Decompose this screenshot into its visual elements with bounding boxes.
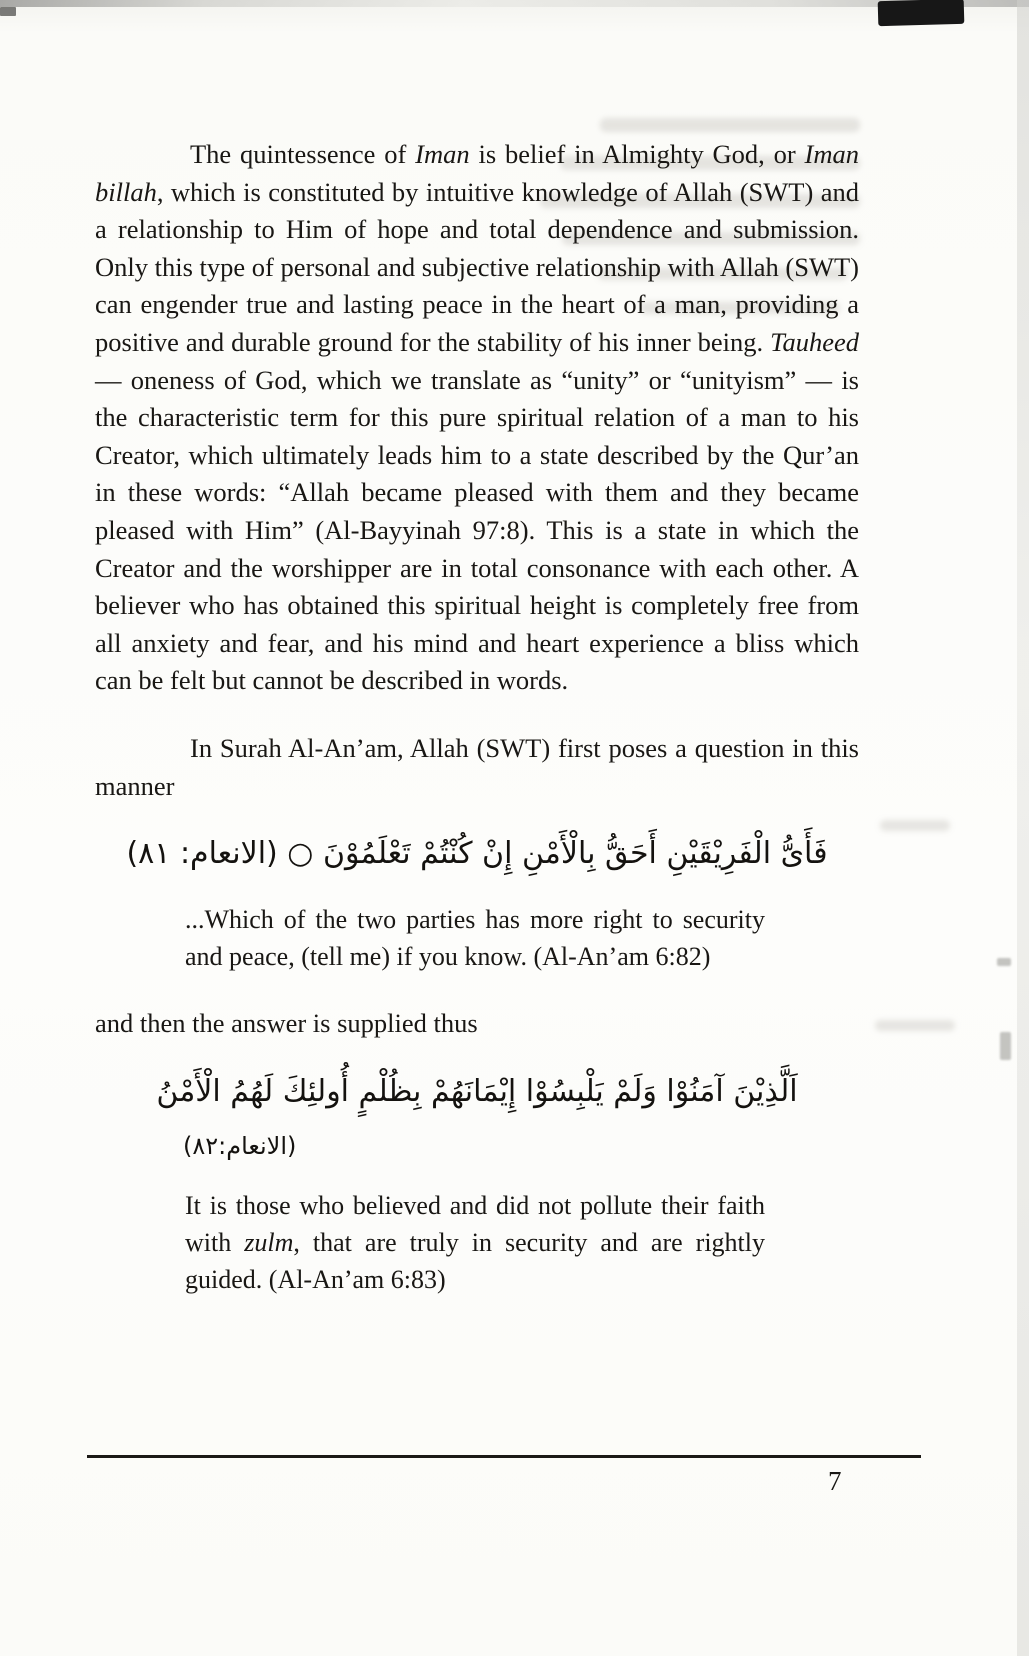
footer-rule — [87, 1455, 921, 1458]
term-zulm: zulm — [244, 1227, 294, 1257]
term-tauheed: Tauheed — [770, 326, 859, 357]
scan-left-tick-artifact — [0, 7, 16, 16]
page-content — [95, 136, 859, 1298]
paragraph-answer-intro: and then the answer is supplied thus — [95, 1008, 478, 1039]
text-run: , that are truly in security and are rightly guided. (Al-An’am 6:83) — [185, 1227, 765, 1294]
scan-corner-ink-mark — [878, 0, 965, 26]
edge-smudge-artifact — [1000, 1032, 1011, 1060]
term-iman: Iman — [415, 139, 470, 169]
bleed-through-artifact — [880, 820, 950, 831]
edge-smudge-artifact — [997, 958, 1011, 966]
text-run: It is those who believed and did not pollute their faith with — [185, 1190, 765, 1257]
text-run: — oneness of God, which we translate as “unity” or “unityism” — is the characteristic term for this pure spiritual relation of a man to his Creator, which ultimately leads him to a state described by the Qur’an in these words: “Allah became pleased with them and they became pleased with Him” (Al-Bayyinah 97:8). This is a state in which the Creator and the worshipper are in total consonance with each other. A believer who has obtained this spiritual height is completely free from all anxiety and fear, and his mind and heart experience a bliss which can be felt but cannot be described in words. — [95, 364, 859, 696]
paragraph-quintessence — [95, 136, 859, 700]
arabic-verse-2-reference: (الانعام:٨٢) — [183, 1131, 297, 1160]
page-number: 7 — [828, 1466, 842, 1496]
paragraph-surah-intro: In Surah Al-An’am, Allah (SWT) first poses a question in this manner — [95, 732, 859, 801]
scan-top-edge-artifact — [0, 0, 1029, 7]
arabic-verse-1: فَأَىُّ الْفَرِيْقَيْنِ أَحَقُّ بِالْأَمْنِ إِنْ كُنْتُمْ تَعْلَمُوْنَ ○ (الانعام: ٨١) — [126, 836, 828, 872]
text-run: is belief in Almighty God, or — [469, 139, 805, 169]
translation-quote-1: ...Which of the two parties has more right to security and peace, (tell me) if you know. (Al-An’am 6:82) — [185, 905, 765, 972]
bleed-through-artifact — [600, 118, 860, 132]
text-run: The quintessence of — [190, 139, 416, 169]
translation-quote-2 — [185, 1187, 765, 1298]
bleed-through-artifact — [875, 1020, 955, 1031]
scan-right-edge-artifact — [1017, 0, 1029, 1656]
term-iman-billah: Iman billah — [95, 139, 859, 207]
text-run: , which is constituted by intuitive knowledge of Allah (SWT) and a relationship to Him of hope and total dependence and submission. Only this type of personal and subjective relationship with Allah (SWT) can engender true and lasting peace in the heart of a man, providing a positive and durable ground for the stability of his inner being. — [95, 176, 859, 357]
arabic-verse-2: اَلَّذِيْنَ آمَنُوْا وَلَمْ يَلْبِسُوْا إِيْمَانَهُمْ بِظُلْمٍ أُولئِكَ لَهُمُ الْأَمْنُ — [156, 1073, 798, 1109]
